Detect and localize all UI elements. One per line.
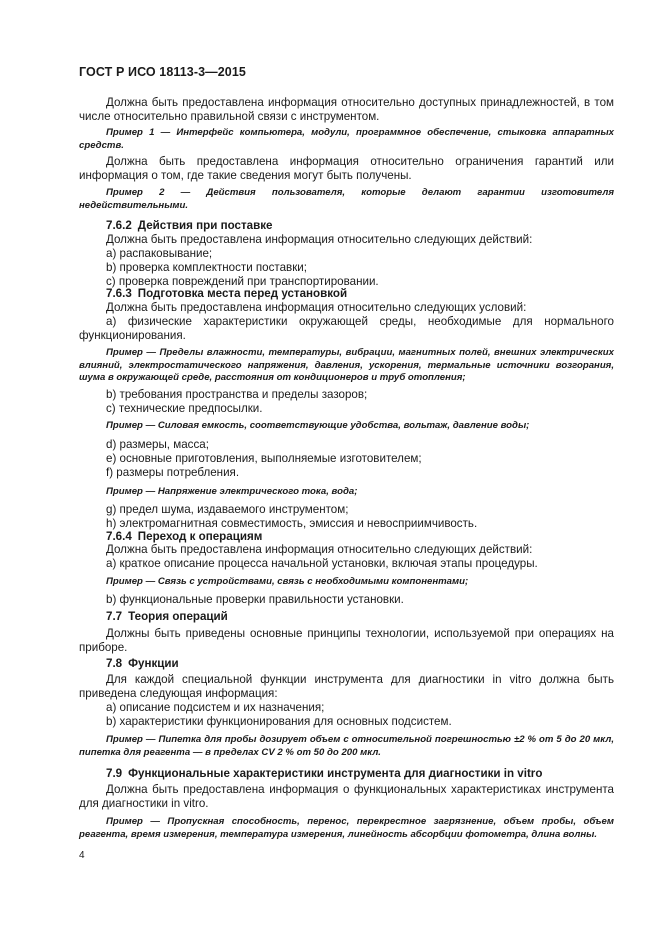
list-item: f) размеры потребления. [106, 466, 240, 479]
section-heading-7-7 [79, 610, 641, 624]
example-note: Пример — Пипетка для пробы дозирует объем с относительной погрешностью ±2 % от 5 до 20 мкл, пипетка для реагента — в пределах CV 2 % от 50 до 200 мкл. [79, 734, 614, 758]
section-heading-7-6-3 [79, 287, 641, 301]
page-number: 4 [79, 850, 85, 861]
section-title: Переход к операциям [137, 530, 263, 543]
list-item: b) характеристики функционирования для основных подсистем. [106, 715, 452, 728]
list-item: a) физические характеристики окружающей среды, необходимые для нормального функционирования. [79, 315, 614, 343]
example-note: Пример 1 — Интерфейс компьютера, модули, программное обеспечение, стыковка аппаратных средств. [79, 127, 614, 151]
paragraph: Для каждой специальной функции инструмента для диагностики in vitro должна быть приведена следующая информация: [79, 673, 614, 701]
paragraph: Должна быть предоставлена информация относительно доступных принадлежностей, в том числе относительно правильной связи с инструментом. [79, 96, 614, 124]
example-note: Пример — Напряжение электрического тока, вода; [106, 486, 358, 497]
section-title: Функциональные характеристики инструмента для диагностики in vitro [128, 767, 543, 780]
section-number: 7.6.3 [106, 287, 132, 300]
example-note: Пример — Связь с устройствами, связь с необходимыми компонентами; [106, 576, 469, 587]
section-number: 7.7 [106, 610, 123, 623]
section-title: Действия при поставке [137, 219, 273, 232]
paragraph: Должна быть предоставлена информация относительно следующих условий: [106, 301, 527, 314]
section-number: 7.8 [106, 657, 123, 670]
list-item: b) функциональные проверки правильности установки. [106, 593, 404, 606]
section-title: Функции [128, 657, 179, 670]
list-item: a) краткое описание процесса начальной установки, включая этапы процедуры. [106, 557, 538, 570]
list-item: a) распаковывание; [106, 247, 213, 260]
section-heading-7-8 [79, 657, 641, 671]
section-title: Подготовка места перед установкой [137, 287, 348, 300]
section-number: 7.6.4 [106, 530, 132, 543]
example-note: Пример 2 — Действия пользователя, которые делают гарантии изготовителя недействительными. [79, 187, 614, 211]
list-item: g) предел шума, издаваемого инструментом; [106, 503, 349, 516]
section-title: Теория операций [128, 610, 228, 623]
list-item: a) описание подсистем и их назначения; [106, 701, 325, 714]
section-number: 7.6.2 [106, 219, 132, 232]
list-item: b) требования пространства и пределы зазоров; [106, 388, 368, 401]
list-item: h) электромагнитная совместимость, эмиссия и невосприимчивость. [106, 517, 478, 530]
example-note: Пример — Пропускная способность, перенос, перекрестное загрязнение, объем пробы, объем реагента, время измерения, температура измерения, линейность абсорбции фотометра, длина волны. [79, 816, 614, 840]
example-note: Пример — Силовая емкость, соответствующие удобства, вольтаж, давление воды; [106, 420, 530, 431]
example-note: Пример — Пределы влажности, температуры, вибрации, магнитных полей, внешних электрических влияний, электростатического напряжения, давления, ускорения, термальные источники возгорания, шума в окружающей среде, расстояния от кондиционеров и труб отопления; [79, 347, 614, 383]
section-heading-7-6-2 [79, 219, 641, 233]
paragraph: Должна быть предоставлена информация относительно следующих действий: [106, 233, 533, 246]
paragraph: Должна быть предоставлена информация относительно ограничения гарантий или информация о том, где такие сведения могут быть получены. [79, 155, 614, 183]
list-item: b) проверка комплектности поставки; [106, 261, 307, 274]
list-item: c) технические предпосылки. [106, 402, 263, 415]
paragraph: Должна быть предоставлена информация о функциональных характеристиках инструмента для диагностики in vitro. [79, 783, 614, 811]
section-heading-7-9 [79, 767, 641, 781]
list-item: d) размеры, масса; [106, 438, 209, 451]
section-number: 7.9 [106, 767, 123, 780]
list-item: e) основные приготовления, выполняемые изготовителем; [106, 452, 422, 465]
paragraph: Должны быть приведены основные принципы технологии, используемой при операциях на приборе. [79, 627, 614, 655]
list-item: c) проверка повреждений при транспортировании. [106, 275, 379, 288]
paragraph: Должна быть предоставлена информация относительно следующих действий: [106, 543, 533, 556]
document-header: ГОСТ Р ИСО 18113-3—2015 [79, 65, 246, 79]
